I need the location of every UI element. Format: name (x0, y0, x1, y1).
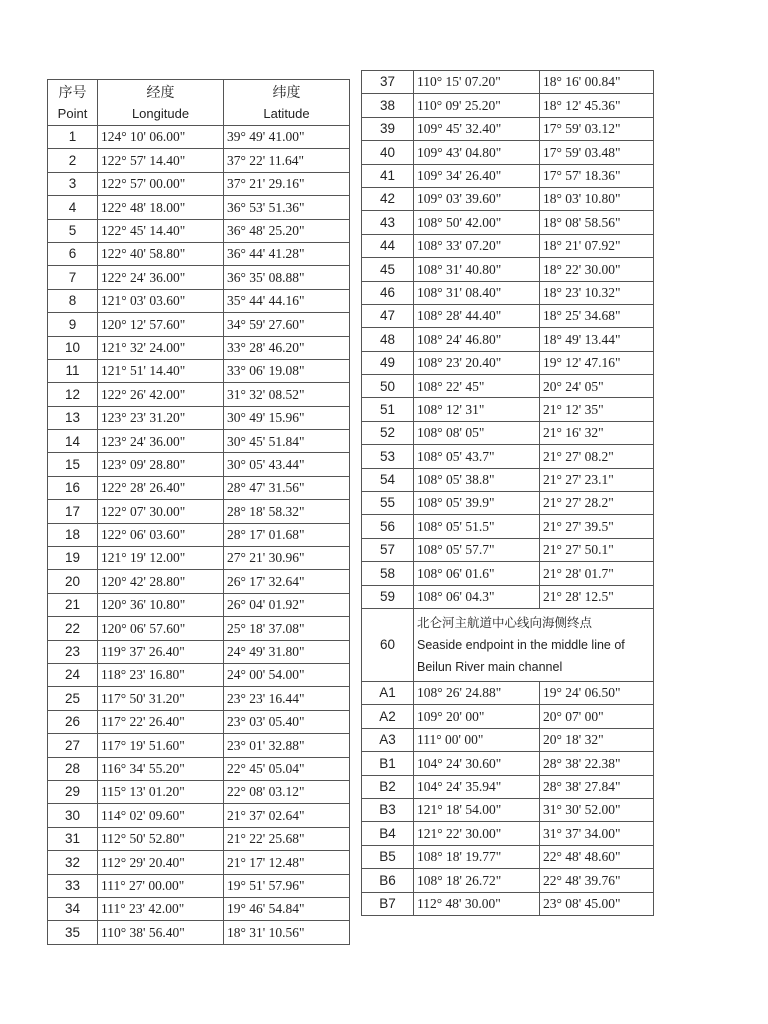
longitude-cell: 122° 28' 26.40" (98, 476, 224, 499)
longitude-cell: 124° 10' 06.00" (98, 126, 224, 149)
latitude-cell: 23° 03' 05.40" (224, 710, 350, 733)
table-row (362, 211, 654, 234)
latitude-cell: 36° 48' 25.20" (224, 219, 350, 242)
longitude-cell: 117° 19' 51.60" (98, 734, 224, 757)
point-id: 16 (48, 476, 98, 499)
longitude-cell: 109° 03' 39.60" (414, 187, 540, 210)
latitude-cell: 36° 44' 41.28" (224, 242, 350, 265)
latitude-cell: 21° 27' 50.1" (540, 538, 654, 561)
longitude-cell: 108° 26' 24.88" (414, 681, 540, 704)
table-row (48, 313, 350, 336)
latitude-cell: 19° 51' 57.96" (224, 874, 350, 897)
latitude-cell: 33° 06' 19.08" (224, 359, 350, 382)
table-row (362, 445, 654, 468)
left-table-body (48, 126, 350, 945)
point-id: B2 (362, 775, 414, 798)
header-longitude-cn: 经度 (146, 83, 175, 100)
latitude-cell: 18° 21' 07.92" (540, 234, 654, 257)
latitude-cell: 17° 57' 18.36" (540, 164, 654, 187)
point-60-description (414, 608, 654, 681)
table-row (362, 562, 654, 585)
longitude-cell: 122° 06' 03.60" (98, 523, 224, 546)
longitude-cell: 108° 22' 45" (414, 375, 540, 398)
point-id: 30 (48, 804, 98, 827)
point-60-cn: 北仑河主航道中心线向海侧终点 (417, 615, 593, 630)
point-id: 31 (48, 827, 98, 850)
point-id: 22 (48, 617, 98, 640)
point-id: 52 (362, 421, 414, 444)
point-id: 10 (48, 336, 98, 359)
latitude-cell: 18° 08' 58.56" (540, 211, 654, 234)
table-row (362, 234, 654, 257)
point-id: 8 (48, 289, 98, 312)
longitude-cell: 108° 31' 40.80" (414, 258, 540, 281)
latitude-cell: 22° 48' 48.60" (540, 845, 654, 868)
point-id: 33 (48, 874, 98, 897)
longitude-cell: 108° 18' 19.77" (414, 845, 540, 868)
table-row (48, 476, 350, 499)
table-row (362, 892, 654, 915)
latitude-cell: 21° 16' 32" (540, 421, 654, 444)
longitude-cell: 121° 03' 03.60" (98, 289, 224, 312)
point-id: 5 (48, 219, 98, 242)
table-row (48, 523, 350, 546)
longitude-cell: 118° 23' 16.80" (98, 663, 224, 686)
table-row (362, 775, 654, 798)
point-id: 46 (362, 281, 414, 304)
latitude-cell: 21° 37' 02.64" (224, 804, 350, 827)
table-row (48, 196, 350, 219)
latitude-cell: 21° 17' 12.48" (224, 851, 350, 874)
table-row (362, 681, 654, 704)
table-row (48, 780, 350, 803)
table-row (362, 141, 654, 164)
header-point-en: Point (57, 105, 88, 121)
table-row (48, 242, 350, 265)
longitude-cell: 104° 24' 35.94" (414, 775, 540, 798)
longitude-cell: 108° 05' 43.7" (414, 445, 540, 468)
longitude-cell: 121° 32' 24.00" (98, 336, 224, 359)
point-id: 58 (362, 562, 414, 585)
latitude-cell: 30° 45' 51.84" (224, 430, 350, 453)
point-id: B3 (362, 798, 414, 821)
table-row (48, 734, 350, 757)
point-id: 39 (362, 117, 414, 140)
longitude-cell: 121° 22' 30.00" (414, 822, 540, 845)
table-row (362, 515, 654, 538)
point-id: 56 (362, 515, 414, 538)
point-id: 17 (48, 500, 98, 523)
longitude-cell: 109° 34' 26.40" (414, 164, 540, 187)
longitude-cell: 108° 23' 20.40" (414, 351, 540, 374)
latitude-cell: 21° 28' 01.7" (540, 562, 654, 585)
table-row (48, 126, 350, 149)
latitude-cell: 23° 08' 45.00" (540, 892, 654, 915)
latitude-cell: 28° 38' 27.84" (540, 775, 654, 798)
header-longitude (98, 80, 224, 126)
point-id: 38 (362, 94, 414, 117)
longitude-cell: 120° 12' 57.60" (98, 313, 224, 336)
longitude-cell: 112° 29' 20.40" (98, 851, 224, 874)
longitude-cell: 108° 28' 44.40" (414, 304, 540, 327)
longitude-cell: 109° 20' 00" (414, 705, 540, 728)
table-row (48, 500, 350, 523)
point-id: 25 (48, 687, 98, 710)
latitude-cell: 19° 12' 47.16" (540, 351, 654, 374)
latitude-cell: 21° 27' 23.1" (540, 468, 654, 491)
table-row (48, 804, 350, 827)
longitude-cell: 116° 34' 55.20" (98, 757, 224, 780)
latitude-cell: 18° 03' 10.80" (540, 187, 654, 210)
longitude-cell: 122° 26' 42.00" (98, 383, 224, 406)
latitude-cell: 34° 59' 27.60" (224, 313, 350, 336)
latitude-cell: 21° 27' 08.2" (540, 445, 654, 468)
point-id: B4 (362, 822, 414, 845)
point-60-en: Seaside endpoint in the middle line of Beilun River main channel (417, 637, 625, 674)
latitude-cell: 17° 59' 03.48" (540, 141, 654, 164)
latitude-cell: 21° 12' 35" (540, 398, 654, 421)
table-row (48, 921, 350, 944)
point-id: 37 (362, 71, 414, 94)
longitude-cell: 122° 24' 36.00" (98, 266, 224, 289)
latitude-cell: 22° 45' 05.04" (224, 757, 350, 780)
longitude-cell: 121° 51' 14.40" (98, 359, 224, 382)
table-row (48, 757, 350, 780)
table-row (48, 874, 350, 897)
longitude-cell: 122° 40' 58.80" (98, 242, 224, 265)
longitude-cell: 122° 57' 00.00" (98, 172, 224, 195)
table-row (48, 547, 350, 570)
header-point (48, 80, 98, 126)
longitude-cell: 108° 05' 39.9" (414, 492, 540, 515)
longitude-cell: 110° 15' 07.20" (414, 71, 540, 94)
longitude-cell: 120° 42' 28.80" (98, 570, 224, 593)
latitude-cell: 36° 35' 08.88" (224, 266, 350, 289)
longitude-cell: 108° 24' 46.80" (414, 328, 540, 351)
point-id: 49 (362, 351, 414, 374)
table-row (48, 593, 350, 616)
latitude-cell: 28° 18' 58.32" (224, 500, 350, 523)
point-id: 55 (362, 492, 414, 515)
latitude-cell: 20° 18' 32" (540, 728, 654, 751)
latitude-cell: 19° 24' 06.50" (540, 681, 654, 704)
table-header-row (48, 80, 350, 126)
point-id: 50 (362, 375, 414, 398)
table-row (48, 897, 350, 920)
header-longitude-en: Longitude (131, 105, 190, 121)
longitude-cell: 111° 27' 00.00" (98, 874, 224, 897)
header-latitude-en: Latitude (263, 105, 310, 121)
point-id: 7 (48, 266, 98, 289)
latitude-cell: 18° 12' 45.36" (540, 94, 654, 117)
longitude-cell: 108° 50' 42.00" (414, 211, 540, 234)
point-id: 18 (48, 523, 98, 546)
point-id: 34 (48, 897, 98, 920)
table-row (48, 663, 350, 686)
latitude-cell: 18° 23' 10.32" (540, 281, 654, 304)
point-id: 24 (48, 663, 98, 686)
point-id: 41 (362, 164, 414, 187)
latitude-cell: 25° 18' 37.08" (224, 617, 350, 640)
latitude-cell: 28° 17' 01.68" (224, 523, 350, 546)
point-id: A2 (362, 705, 414, 728)
table-row (48, 383, 350, 406)
right-table-body-a (362, 71, 654, 609)
latitude-cell: 21° 28' 12.5" (540, 585, 654, 608)
point-id: B5 (362, 845, 414, 868)
longitude-cell: 123° 24' 36.00" (98, 430, 224, 453)
point-id: 60 (362, 608, 414, 681)
table-row (362, 164, 654, 187)
table-row (48, 359, 350, 382)
point-id: 14 (48, 430, 98, 453)
point-id: B7 (362, 892, 414, 915)
latitude-cell: 31° 37' 34.00" (540, 822, 654, 845)
latitude-cell: 30° 49' 15.96" (224, 406, 350, 429)
point-id: 26 (48, 710, 98, 733)
table-row (48, 406, 350, 429)
table-row (362, 351, 654, 374)
longitude-cell: 121° 19' 12.00" (98, 547, 224, 570)
longitude-cell: 110° 38' 56.40" (98, 921, 224, 944)
table-row (48, 851, 350, 874)
table-row (362, 117, 654, 140)
longitude-cell: 123° 09' 28.80" (98, 453, 224, 476)
latitude-cell: 26° 17' 32.64" (224, 570, 350, 593)
latitude-cell: 28° 47' 31.56" (224, 476, 350, 499)
table-row (362, 421, 654, 444)
latitude-cell: 31° 32' 08.52" (224, 383, 350, 406)
table-row (48, 827, 350, 850)
longitude-cell: 108° 05' 51.5" (414, 515, 540, 538)
point-id: 53 (362, 445, 414, 468)
table-row (362, 705, 654, 728)
latitude-cell: 28° 38' 22.38" (540, 752, 654, 775)
point-id: 15 (48, 453, 98, 476)
table-row (48, 219, 350, 242)
latitude-cell: 39° 49' 41.00" (224, 126, 350, 149)
table-row (48, 336, 350, 359)
latitude-cell: 27° 21' 30.96" (224, 547, 350, 570)
right-coordinate-table (361, 70, 654, 916)
point-id: B6 (362, 869, 414, 892)
latitude-cell: 18° 16' 00.84" (540, 71, 654, 94)
point-id: 45 (362, 258, 414, 281)
point-id: 21 (48, 593, 98, 616)
table-row (362, 375, 654, 398)
table-row (362, 328, 654, 351)
longitude-cell: 122° 57' 14.40" (98, 149, 224, 172)
point-id: B1 (362, 752, 414, 775)
point-id: 40 (362, 141, 414, 164)
table-row (48, 149, 350, 172)
right-table-body-b (362, 681, 654, 915)
table-row (362, 798, 654, 821)
table-row-60 (362, 608, 654, 681)
latitude-cell: 26° 04' 01.92" (224, 593, 350, 616)
longitude-cell: 117° 22' 26.40" (98, 710, 224, 733)
point-id: 35 (48, 921, 98, 944)
latitude-cell: 19° 46' 54.84" (224, 897, 350, 920)
longitude-cell: 108° 06' 04.3" (414, 585, 540, 608)
header-latitude-cn: 纬度 (272, 83, 301, 100)
longitude-cell: 104° 24' 30.60" (414, 752, 540, 775)
longitude-cell: 108° 31' 08.40" (414, 281, 540, 304)
table-row (362, 728, 654, 751)
latitude-cell: 18° 22' 30.00" (540, 258, 654, 281)
latitude-cell: 36° 53' 51.36" (224, 196, 350, 219)
longitude-cell: 120° 06' 57.60" (98, 617, 224, 640)
table-row (362, 468, 654, 491)
latitude-cell: 20° 24' 05" (540, 375, 654, 398)
table-row (362, 281, 654, 304)
longitude-cell: 109° 45' 32.40" (414, 117, 540, 140)
point-id: 27 (48, 734, 98, 757)
table-row (48, 687, 350, 710)
longitude-cell: 123° 23' 31.20" (98, 406, 224, 429)
latitude-cell: 17° 59' 03.12" (540, 117, 654, 140)
latitude-cell: 20° 07' 00" (540, 705, 654, 728)
table-row (362, 492, 654, 515)
longitude-cell: 122° 48' 18.00" (98, 196, 224, 219)
table-row (362, 845, 654, 868)
table-row (48, 453, 350, 476)
point-id: 9 (48, 313, 98, 336)
point-id: A1 (362, 681, 414, 704)
table-row (48, 617, 350, 640)
table-row (362, 304, 654, 327)
header-point-cn: 序号 (58, 83, 87, 100)
table-row (362, 94, 654, 117)
left-coordinate-table (47, 79, 350, 945)
longitude-cell: 108° 18' 26.72" (414, 869, 540, 892)
latitude-cell: 22° 48' 39.76" (540, 869, 654, 892)
point-id: 32 (48, 851, 98, 874)
longitude-cell: 121° 18' 54.00" (414, 798, 540, 821)
point-id: 12 (48, 383, 98, 406)
point-id: 20 (48, 570, 98, 593)
latitude-cell: 31° 30' 52.00" (540, 798, 654, 821)
point-id: 28 (48, 757, 98, 780)
point-id: 3 (48, 172, 98, 195)
longitude-cell: 119° 37' 26.40" (98, 640, 224, 663)
point-id: 6 (48, 242, 98, 265)
longitude-cell: 120° 36' 10.80" (98, 593, 224, 616)
point-id: 13 (48, 406, 98, 429)
point-id: 48 (362, 328, 414, 351)
latitude-cell: 21° 27' 28.2" (540, 492, 654, 515)
table-row (48, 710, 350, 733)
latitude-cell: 22° 08' 03.12" (224, 780, 350, 803)
point-id: 2 (48, 149, 98, 172)
longitude-cell: 111° 00' 00" (414, 728, 540, 751)
table-row (362, 398, 654, 421)
latitude-cell: 21° 22' 25.68" (224, 827, 350, 850)
point-id: 59 (362, 585, 414, 608)
latitude-cell: 30° 05' 43.44" (224, 453, 350, 476)
point-id: 42 (362, 187, 414, 210)
point-id: 29 (48, 780, 98, 803)
table-row (48, 172, 350, 195)
longitude-cell: 108° 05' 38.8" (414, 468, 540, 491)
longitude-cell: 112° 48' 30.00" (414, 892, 540, 915)
table-row (362, 752, 654, 775)
longitude-cell: 114° 02' 09.60" (98, 804, 224, 827)
latitude-cell: 37° 22' 11.64" (224, 149, 350, 172)
table-row (362, 187, 654, 210)
table-row (362, 822, 654, 845)
longitude-cell: 109° 43' 04.80" (414, 141, 540, 164)
point-id: 11 (48, 359, 98, 382)
longitude-cell: 108° 12' 31" (414, 398, 540, 421)
table-row (362, 869, 654, 892)
point-id: 23 (48, 640, 98, 663)
point-id: 44 (362, 234, 414, 257)
table-row (48, 266, 350, 289)
header-latitude (224, 80, 350, 126)
latitude-cell: 18° 31' 10.56" (224, 921, 350, 944)
longitude-cell: 112° 50' 52.80" (98, 827, 224, 850)
longitude-cell: 115° 13' 01.20" (98, 780, 224, 803)
point-id: A3 (362, 728, 414, 751)
table-row (48, 640, 350, 663)
longitude-cell: 122° 07' 30.00" (98, 500, 224, 523)
latitude-cell: 33° 28' 46.20" (224, 336, 350, 359)
point-60-section (362, 608, 654, 681)
longitude-cell: 111° 23' 42.00" (98, 897, 224, 920)
table-row (362, 538, 654, 561)
longitude-cell: 122° 45' 14.40" (98, 219, 224, 242)
point-id: 19 (48, 547, 98, 570)
point-id: 4 (48, 196, 98, 219)
point-id: 51 (362, 398, 414, 421)
point-id: 54 (362, 468, 414, 491)
latitude-cell: 24° 00' 54.00" (224, 663, 350, 686)
latitude-cell: 21° 27' 39.5" (540, 515, 654, 538)
latitude-cell: 37° 21' 29.16" (224, 172, 350, 195)
longitude-cell: 117° 50' 31.20" (98, 687, 224, 710)
table-row (48, 430, 350, 453)
table-row (362, 585, 654, 608)
latitude-cell: 18° 49' 13.44" (540, 328, 654, 351)
table-row (48, 570, 350, 593)
latitude-cell: 18° 25' 34.68" (540, 304, 654, 327)
table-row (48, 289, 350, 312)
point-id: 47 (362, 304, 414, 327)
table-row (362, 258, 654, 281)
point-id: 57 (362, 538, 414, 561)
point-id: 43 (362, 211, 414, 234)
longitude-cell: 108° 33' 07.20" (414, 234, 540, 257)
longitude-cell: 110° 09' 25.20" (414, 94, 540, 117)
latitude-cell: 24° 49' 31.80" (224, 640, 350, 663)
latitude-cell: 23° 23' 16.44" (224, 687, 350, 710)
longitude-cell: 108° 06' 01.6" (414, 562, 540, 585)
latitude-cell: 35° 44' 44.16" (224, 289, 350, 312)
latitude-cell: 23° 01' 32.88" (224, 734, 350, 757)
table-row (362, 71, 654, 94)
longitude-cell: 108° 08' 05" (414, 421, 540, 444)
longitude-cell: 108° 05' 57.7" (414, 538, 540, 561)
point-id: 1 (48, 126, 98, 149)
